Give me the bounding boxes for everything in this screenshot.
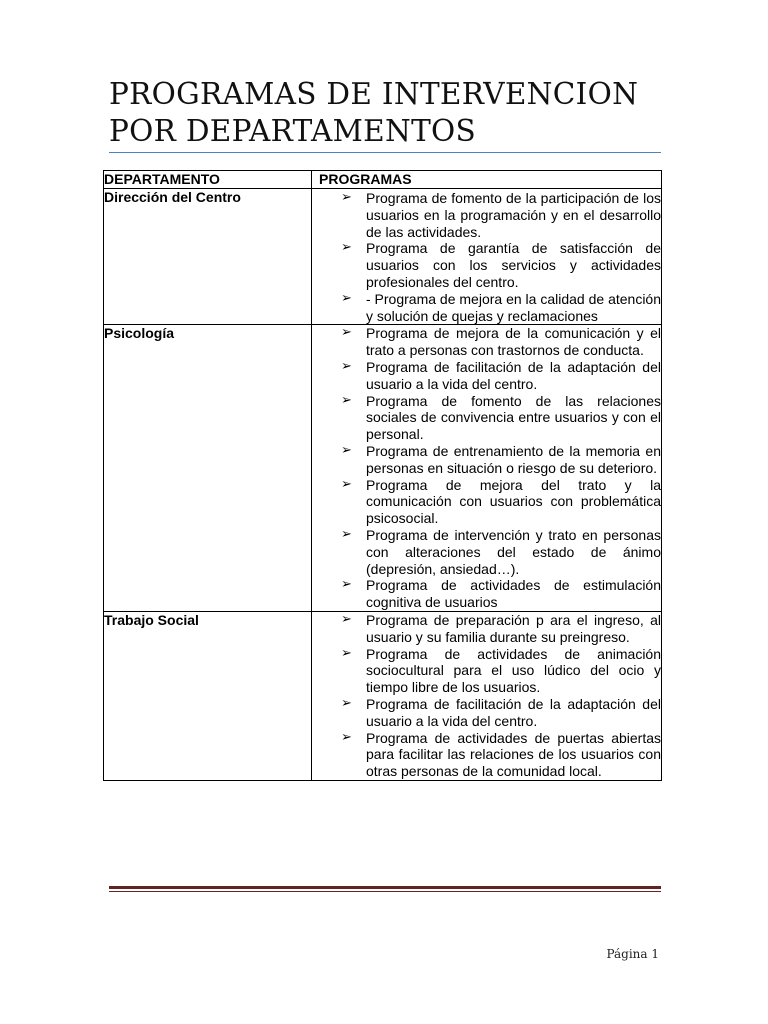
programs-list — [312, 325, 661, 611]
program-list-item — [312, 696, 661, 730]
arrow-bullet-icon: ➢ — [341, 695, 352, 711]
program-list-item — [312, 730, 661, 780]
programs-cell — [312, 611, 662, 780]
page-number: Página 1 — [606, 947, 659, 961]
table-row — [104, 611, 662, 780]
program-list-item — [312, 612, 661, 646]
program-text: Programa de actividades de puertas abiertas para facilitar las relaciones de los usuarios con otras personas de la comunidad local. — [366, 729, 661, 780]
program-list-item — [312, 646, 661, 696]
arrow-bullet-icon: ➢ — [341, 290, 352, 306]
arrow-bullet-icon: ➢ — [341, 611, 352, 627]
program-text: Programa de garantía de satisfacción de usuarios con los servicios y actividades profesionales del centro. — [366, 240, 661, 290]
program-list-item — [312, 240, 661, 290]
arrow-bullet-icon: ➢ — [341, 240, 352, 256]
department-name: Psicología — [104, 325, 312, 612]
department-name: Trabajo Social — [104, 611, 312, 780]
arrow-bullet-icon: ➢ — [341, 190, 352, 205]
program-list-item — [312, 359, 661, 393]
arrow-bullet-icon: ➢ — [341, 729, 352, 745]
programs-list — [312, 189, 661, 324]
programs-list — [312, 612, 661, 780]
footer-divider — [109, 886, 661, 892]
programs-table — [103, 170, 662, 781]
programs-cell — [312, 325, 662, 612]
program-text: Programa de mejora del trato y la comunicación con usuarios con problemática psicosocial. — [366, 476, 661, 527]
arrow-bullet-icon: ➢ — [341, 442, 352, 458]
program-list-item — [312, 443, 661, 477]
arrow-bullet-icon: ➢ — [341, 325, 352, 341]
arrow-bullet-icon: ➢ — [341, 476, 352, 492]
program-text: Programa de facilitación de la adaptación del usuario a la vida del centro. — [366, 358, 661, 392]
arrow-bullet-icon: ➢ — [341, 645, 352, 661]
page-title — [109, 76, 661, 150]
department-name: Dirección del Centro — [104, 189, 312, 325]
program-list-item — [312, 577, 661, 611]
arrow-bullet-icon: ➢ — [341, 526, 352, 542]
program-text: Programa de actividades de estimulación cognitiva de usuarios — [366, 577, 661, 611]
programs-cell — [312, 189, 662, 325]
table-header-row — [104, 171, 662, 189]
header-departamento: DEPARTAMENTO — [104, 171, 312, 189]
program-text: Programa de actividades de animación sociocultural para el uso lúdico del ocio y tiempo libre de los usuarios. — [366, 645, 661, 696]
program-text: Programa de entrenamiento de la memoria en personas en situación o riesgo de su deterioro. — [366, 442, 661, 476]
program-text: Programa de intervención y trato en personas con alteraciones del estado de ánimo (depresión, ansiedad…). — [366, 526, 661, 577]
program-text: Programa de fomento de las relaciones sociales de convivencia entre usuarios y con el personal. — [366, 392, 661, 443]
arrow-bullet-icon: ➢ — [341, 358, 352, 374]
header-programas: PROGRAMAS — [312, 171, 662, 189]
program-list-item — [312, 393, 661, 443]
program-list-item — [312, 527, 661, 577]
program-list-item — [312, 477, 661, 527]
table-row — [104, 325, 662, 612]
program-text: Programa de facilitación de la adaptación del usuario a la vida del centro. — [366, 695, 661, 729]
program-text: - Programa de mejora en la calidad de atención y solución de quejas y reclamaciones — [366, 290, 661, 324]
arrow-bullet-icon: ➢ — [341, 577, 352, 593]
program-text: Programa de preparación p ara el ingreso, al usuario y su familia durante su preingreso. — [366, 611, 661, 645]
program-text: Programa de fomento de la participación de los usuarios en la programación y en el desarrollo de las actividades. — [366, 190, 661, 240]
program-text: Programa de mejora de la comunicación y el trato a personas con trastornos de conducta. — [366, 325, 661, 359]
table-row — [104, 189, 662, 325]
title-underline — [109, 152, 661, 153]
program-list-item — [312, 190, 661, 240]
title-line-2: POR DEPARTAMENTOS — [109, 114, 477, 148]
arrow-bullet-icon: ➢ — [341, 392, 352, 408]
title-line-1: PROGRAMAS DE INTERVENCION — [109, 77, 639, 111]
program-list-item — [312, 325, 661, 359]
program-list-item — [312, 291, 661, 325]
